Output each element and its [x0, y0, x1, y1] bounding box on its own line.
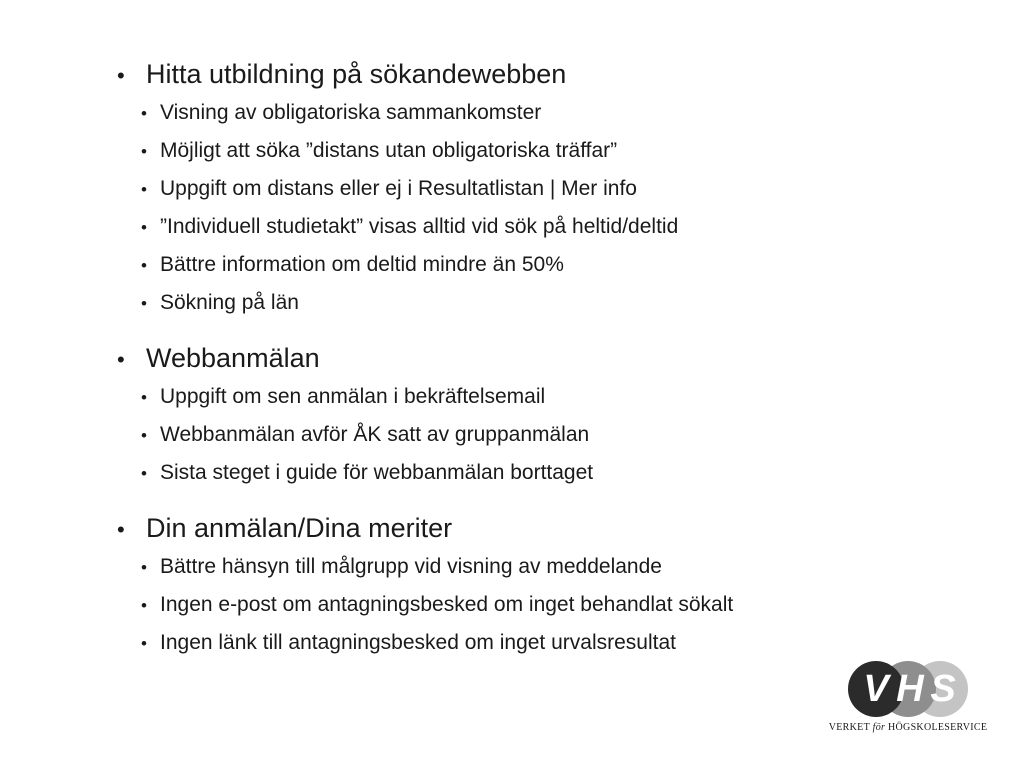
- bullet-list: [117, 56, 977, 680]
- list-item: [141, 246, 977, 284]
- heading-text: Hitta utbildning på sökandewebben: [146, 59, 567, 89]
- list-item: [141, 624, 977, 662]
- list-item-text: Uppgift om distans eller ej i Resultatlistan | Mer info: [160, 177, 637, 200]
- bullet-icon: •: [117, 517, 125, 542]
- list-item: [141, 378, 977, 416]
- section-din-anmalan: [117, 510, 977, 662]
- list-item: [141, 454, 977, 492]
- list-item-text: Webbanmälan avför ÅK satt av gruppanmälan: [160, 423, 590, 446]
- heading-text: Din anmälan/Dina meriter: [146, 513, 453, 543]
- bullet-icon: •: [141, 388, 147, 407]
- list-item: [141, 586, 977, 624]
- list-item: [141, 284, 977, 322]
- bullet-icon: •: [141, 558, 147, 577]
- heading-text: Webbanmälan: [146, 343, 320, 373]
- list-item-text: Ingen e-post om antagningsbesked om inget behandlat sökalt: [160, 593, 734, 616]
- bullet-icon: •: [141, 104, 147, 123]
- bullet-icon: •: [117, 347, 125, 372]
- caption-part1: VERKET: [828, 722, 870, 733]
- list-item-text: Bättre information om deltid mindre än 50%: [160, 253, 564, 276]
- list-item: [141, 170, 977, 208]
- vhs-logo-mark: [826, 660, 990, 720]
- sub-list: [141, 94, 977, 322]
- list-item: [141, 132, 977, 170]
- bullet-icon: •: [141, 142, 147, 161]
- list-item-text: ”Individuell studietakt” visas alltid vid sök på heltid/deltid: [160, 215, 679, 238]
- logo-caption: [826, 722, 990, 733]
- list-item-text: Uppgift om sen anmälan i bekräftelsemail: [160, 385, 546, 408]
- list-item-text: Visning av obligatoriska sammankomster: [160, 101, 542, 124]
- bullet-icon: •: [141, 256, 147, 275]
- bullet-icon: •: [141, 426, 147, 445]
- list-item: [141, 416, 977, 454]
- bullet-icon: •: [117, 63, 125, 88]
- section-hitta-utbildning: [117, 56, 977, 322]
- logo-letter-s: S: [930, 668, 956, 710]
- list-item: [141, 548, 977, 586]
- bullet-icon: •: [141, 294, 147, 313]
- section-webbanmalan: [117, 340, 977, 492]
- bullet-icon: •: [141, 180, 147, 199]
- list-item-text: Sökning på län: [160, 291, 299, 314]
- sub-list: [141, 378, 977, 492]
- section-heading: [117, 340, 977, 378]
- list-item: [141, 94, 977, 132]
- bullet-icon: •: [141, 464, 147, 483]
- list-item-text: Ingen länk till antagningsbesked om inget urvalsresultat: [160, 631, 676, 654]
- vhs-logo: [826, 660, 990, 740]
- caption-for: för: [872, 722, 886, 733]
- sub-list: [141, 548, 977, 662]
- logo-letter-v: V: [863, 668, 889, 710]
- bullet-icon: •: [141, 634, 147, 653]
- list-item-text: Möjligt att söka ”distans utan obligatoriska träffar”: [160, 139, 618, 162]
- bullet-icon: •: [141, 596, 147, 615]
- list-item: [141, 208, 977, 246]
- section-heading: [117, 56, 977, 94]
- caption-part2: HÖGSKOLESERVICE: [888, 722, 988, 733]
- list-item-text: Sista steget i guide för webbanmälan borttaget: [160, 461, 594, 484]
- section-heading: [117, 510, 977, 548]
- logo-letter-h: H: [896, 668, 924, 710]
- list-item-text: Bättre hänsyn till målgrupp vid visning av meddelande: [160, 555, 662, 578]
- bullet-icon: •: [141, 218, 147, 237]
